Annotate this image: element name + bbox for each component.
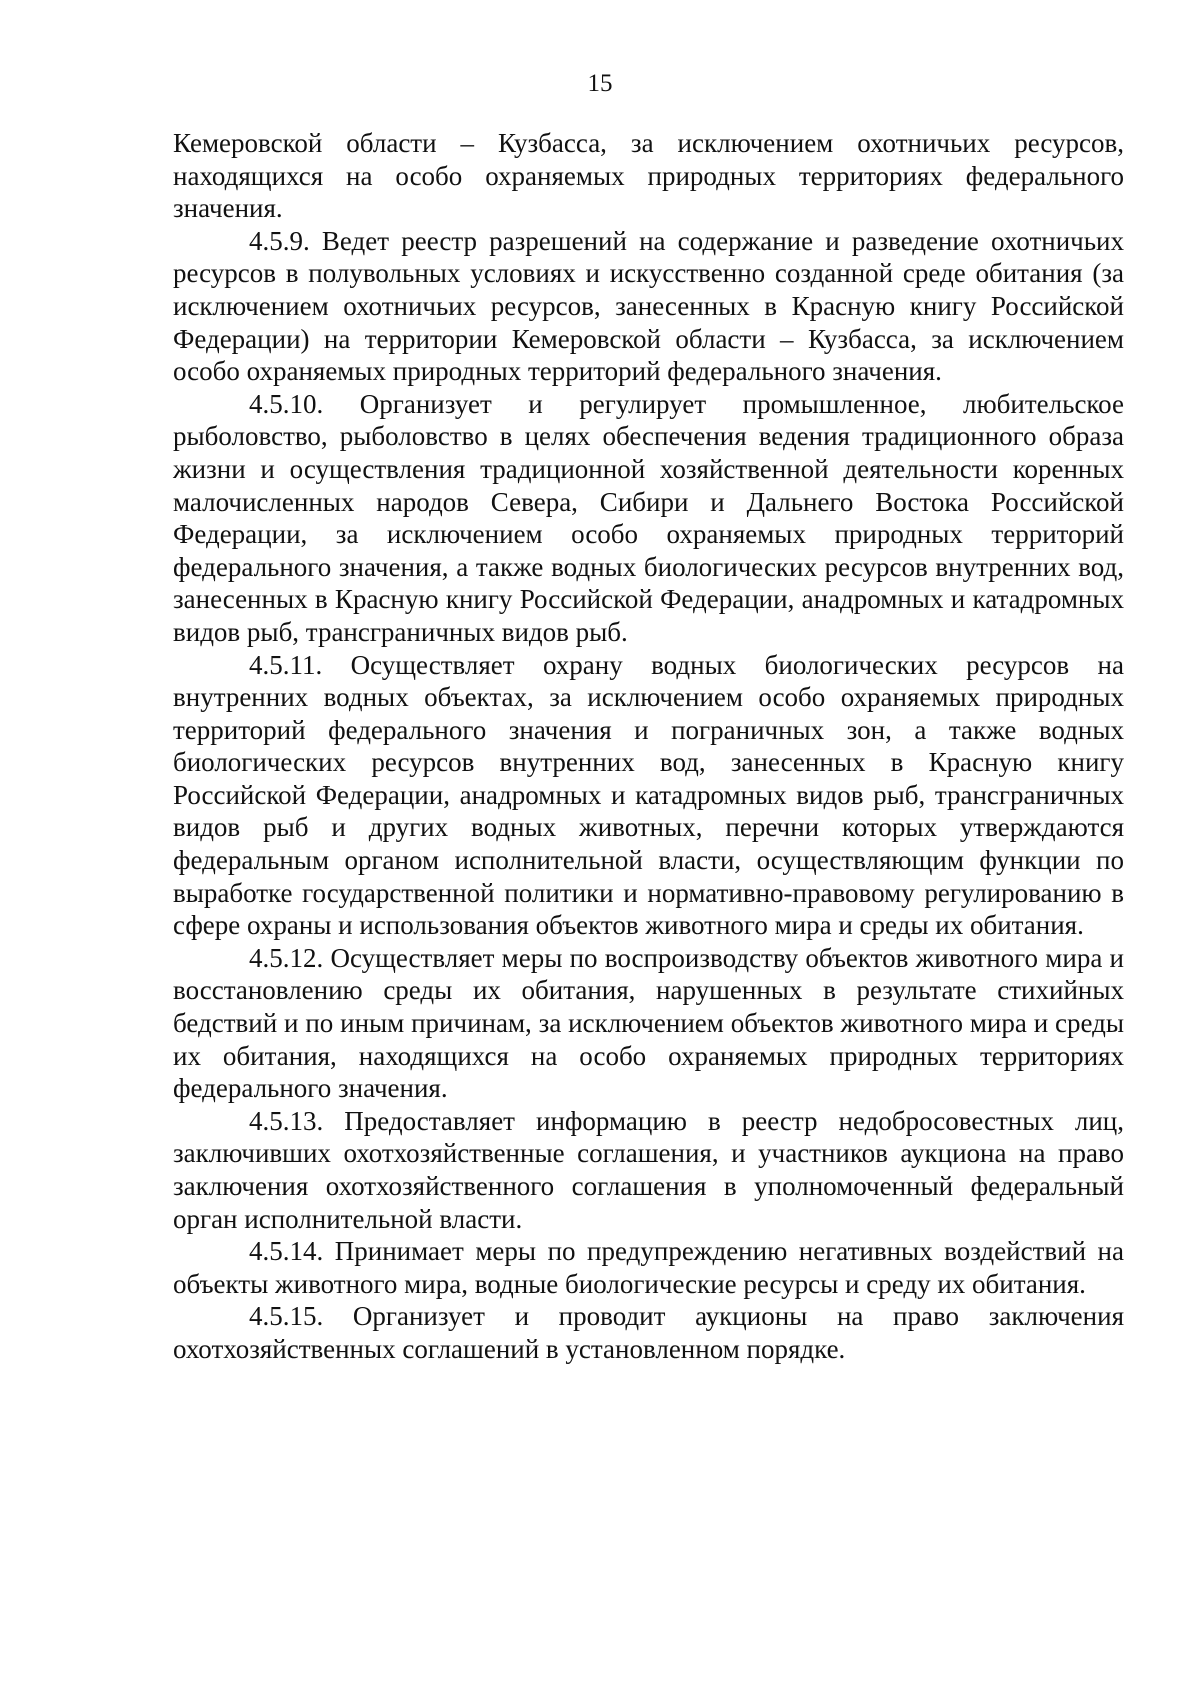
paragraph-continuation: Кемеровской области – Кузбасса, за исключением охотничьих ресурсов, находящихся на особо охраняемых природных территориях федерального значения. — [173, 128, 1124, 224]
paragraph-4-5-15: 4.5.15. Организует и проводит аукционы на право заключения охотхозяйственных соглашений в установленном порядке. — [173, 1301, 1124, 1364]
page-number: 15 — [587, 70, 613, 97]
paragraph-4-5-11: 4.5.11. Осуществляет охрану водных биологических ресурсов на внутренних водных объектах, за исключением особо охраняемых природных территорий федерального значения и пограничных зон, а также водных биологических ресурсов внутренних вод, занесенных в Красную книгу Российской Федерации, анадромных и катадромных видов рыб, трансграничных видов рыб и других водных животных, перечни которых утверждаются федеральным органом исполнительной власти, осуществляющим функции по выработке государственной политики и нормативно-правовому регулированию в сфере охраны и использования объектов животного мира и среды их обитания. — [173, 649, 1124, 941]
paragraph-4-5-13: 4.5.13. Предоставляет информацию в реестр недобросовестных лиц, заключивших охотхозяйственные соглашения, и участников аукциона на право заключения охотхозяйственного соглашения в уполномоченный федеральный орган исполнительной власти. — [173, 1105, 1124, 1234]
document-body — [173, 127, 1124, 1366]
paragraph-4-5-12: 4.5.12. Осуществляет меры по воспроизводству объектов животного мира и восстановлению среды их обитания, нарушенных в результате стихийных бедствий и по иным причинам, за исключением объектов животного мира и среды их обитания, находящихся на особо охраняемых природных территориях федерального значения. — [173, 942, 1124, 1104]
paragraph-4-5-14: 4.5.14. Принимает меры по предупреждению негативных воздействий на объекты животного мира, водные биологические ресурсы и среду их обитания. — [173, 1236, 1124, 1299]
paragraph-4-5-10: 4.5.10. Организует и регулирует промышленное, любительское рыболовство, рыболовство в целях обеспечения ведения традиционного образа жизни и осуществления традиционной хозяйственной деятельности коренных малочисленных народов Севера, Сибири и Дальнего Востока Российской Федерации, за исключением особо охраняемых природных территорий федерального значения, а также водных биологических ресурсов внутренних вод, занесенных в Красную книгу Российской Федерации, анадромных и катадромных видов рыб, трансграничных видов рыб. — [173, 388, 1124, 647]
paragraph-4-5-9: 4.5.9. Ведет реестр разрешений на содержание и разведение охотничьих ресурсов в полувольных условиях и искусственно созданной среде обитания (за исключением охотничьих ресурсов, занесенных в Красную книгу Российской Федерации) на территории Кемеровской области – Кузбасса, за исключением особо охраняемых природных территорий федерального значения. — [173, 225, 1124, 387]
